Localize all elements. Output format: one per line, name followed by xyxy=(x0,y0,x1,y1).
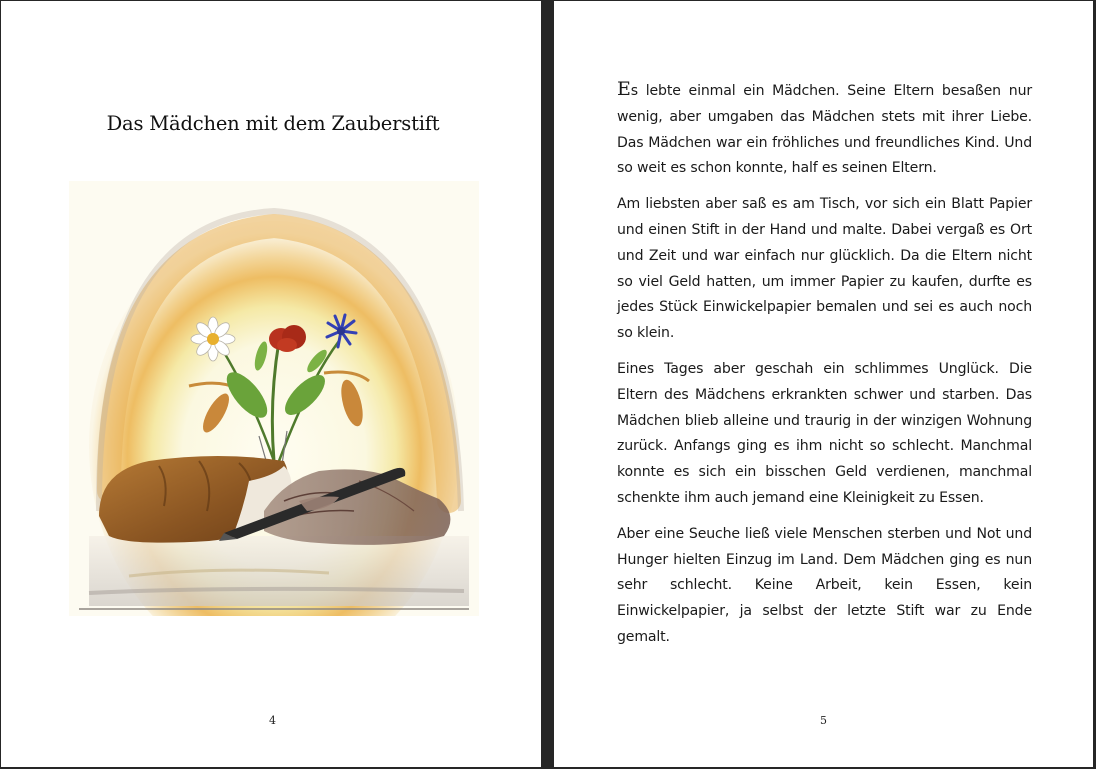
right-page xyxy=(554,1,1093,767)
story-illustration xyxy=(69,181,479,616)
dropcap-letter: E xyxy=(617,78,631,100)
story-text xyxy=(617,77,1032,661)
illustration-drawing xyxy=(69,181,479,616)
left-page xyxy=(1,1,541,767)
page-number: 5 xyxy=(820,714,827,727)
paragraph xyxy=(617,77,1032,182)
paragraph: Am liebsten aber saß es am Tisch, vor sich ein Blatt Papier und einen Stift in der Hand und malte. Dabei vergaß es Ort und Zeit und war einfach nur glücklich. Da die Eltern nicht so viel Geld hatten, um immer Papier zu kaufen, durfte es jedes Stück Einwickelpapier bemalen und sei es auch noch so klein. xyxy=(617,196,1032,342)
story-title: Das Mädchen mit dem Zauberstift xyxy=(106,112,440,135)
paragraph: Aber eine Seuche ließ viele Menschen sterben und Not und Hunger hielten Einzug im Land. Dem Mädchen ging es nun sehr schlecht. Keine Arbeit, kein Essen, kein Einwickelpapier, ja selbst der letzte Stift war zu Ende gemalt. xyxy=(617,525,1032,645)
paragraph-text: s lebte einmal ein Mädchen. Seine Eltern besaßen nur wenig, aber umgaben das Mädchen stets mit ihrer Liebe. Das Mädchen war ein fröhliches und freundliches Kind. Und so weit es schon konnte, half es seinen Eltern. xyxy=(617,83,1032,177)
page-number: 4 xyxy=(269,714,276,727)
paragraph: Eines Tages aber geschah ein schlimmes Unglück. Die Eltern des Mädchens erkrankten schwer und starben. Das Mädchen blieb alleine und traurig in der winzigen Wohnung zurück. Anfangs ging es ihm nicht so schlecht. Manchmal konnte es sich ein bisschen Geld verdienen, manchmal schenkte ihm auch jemand eine Kleinigkeit zu Essen. xyxy=(617,360,1032,506)
